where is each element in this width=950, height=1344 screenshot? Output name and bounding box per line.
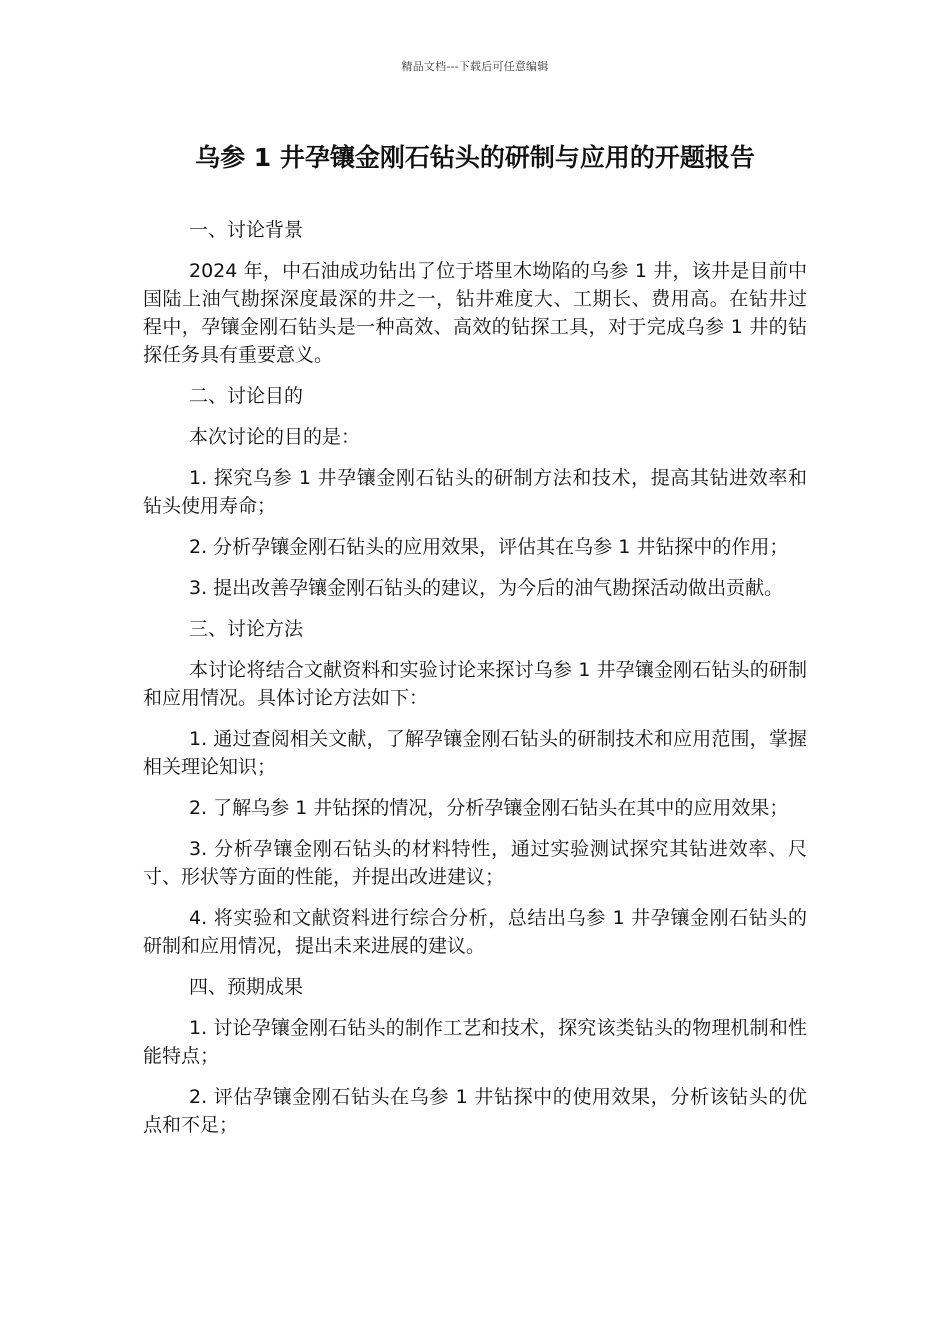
section-heading-purpose: 二、讨论目的 bbox=[189, 385, 304, 407]
document-title: 乌参 1 井孕镶金刚石钻头的研制与应用的开题报告 bbox=[195, 143, 755, 172]
list-item: 4. 将实验和文献资料进行综合分析，总结出乌参 1 井孕镶金刚石钻头的研制和应用情况，提出未来进展的建议。 bbox=[143, 907, 807, 957]
list-item: 3. 提出改善孕镶金刚石钻头的建议，为今后的油气勘探活动做出贡献。 bbox=[189, 577, 784, 599]
list-item: 3. 分析孕镶金刚石钻头的材料特性，通过实验测试探究其钻进效率、尺寸、形状等方面的性能，并提出改进建议； bbox=[143, 838, 807, 888]
paragraph: 本讨论将结合文献资料和实验讨论来探讨乌参 1 井孕镶金刚石钻头的研制和应用情况。具体讨论方法如下： bbox=[143, 659, 807, 709]
list-item: 1. 探究乌参 1 井孕镶金刚石钻头的研制方法和技术，提高其钻进效率和钻头使用寿命； bbox=[143, 467, 807, 517]
section-heading-method: 三、讨论方法 bbox=[189, 618, 304, 640]
header-note: 精品文档---下载后可任意编辑 bbox=[401, 60, 549, 73]
list-item: 2. 分析孕镶金刚石钻头的应用效果，评估其在乌参 1 井钻探中的作用； bbox=[189, 536, 789, 558]
section-heading-expected-results: 四、预期成果 bbox=[189, 976, 304, 998]
paragraph: 2024 年，中石油成功钻出了位于塔里木坳陷的乌参 1 井，该井是目前中国陆上油气勘探深度最深的井之一，钻井难度大、工期长、费用高。在钻井过程中，孕镶金刚石钻头是一种高效、高效的钻探工具，对于完成乌参 1 井的钻探任务具有重要意义。 bbox=[143, 260, 807, 366]
paragraph: 本次讨论的目的是： bbox=[189, 426, 361, 448]
list-item: 2. 了解乌参 1 井钻探的情况，分析孕镶金刚石钻头在其中的应用效果； bbox=[189, 797, 789, 819]
list-item: 2. 评估孕镶金刚石钻头在乌参 1 井钻探中的使用效果，分析该钻头的优点和不足； bbox=[143, 1086, 807, 1136]
list-item: 1. 通过查阅相关文献，了解孕镶金刚石钻头的研制技术和应用范围，掌握相关理论知识； bbox=[143, 728, 807, 778]
section-heading-background: 一、讨论背景 bbox=[189, 219, 304, 241]
list-item: 1. 讨论孕镶金刚石钻头的制作工艺和技术，探究该类钻头的物理机制和性能特点； bbox=[143, 1017, 807, 1067]
document-body bbox=[143, 216, 807, 1152]
